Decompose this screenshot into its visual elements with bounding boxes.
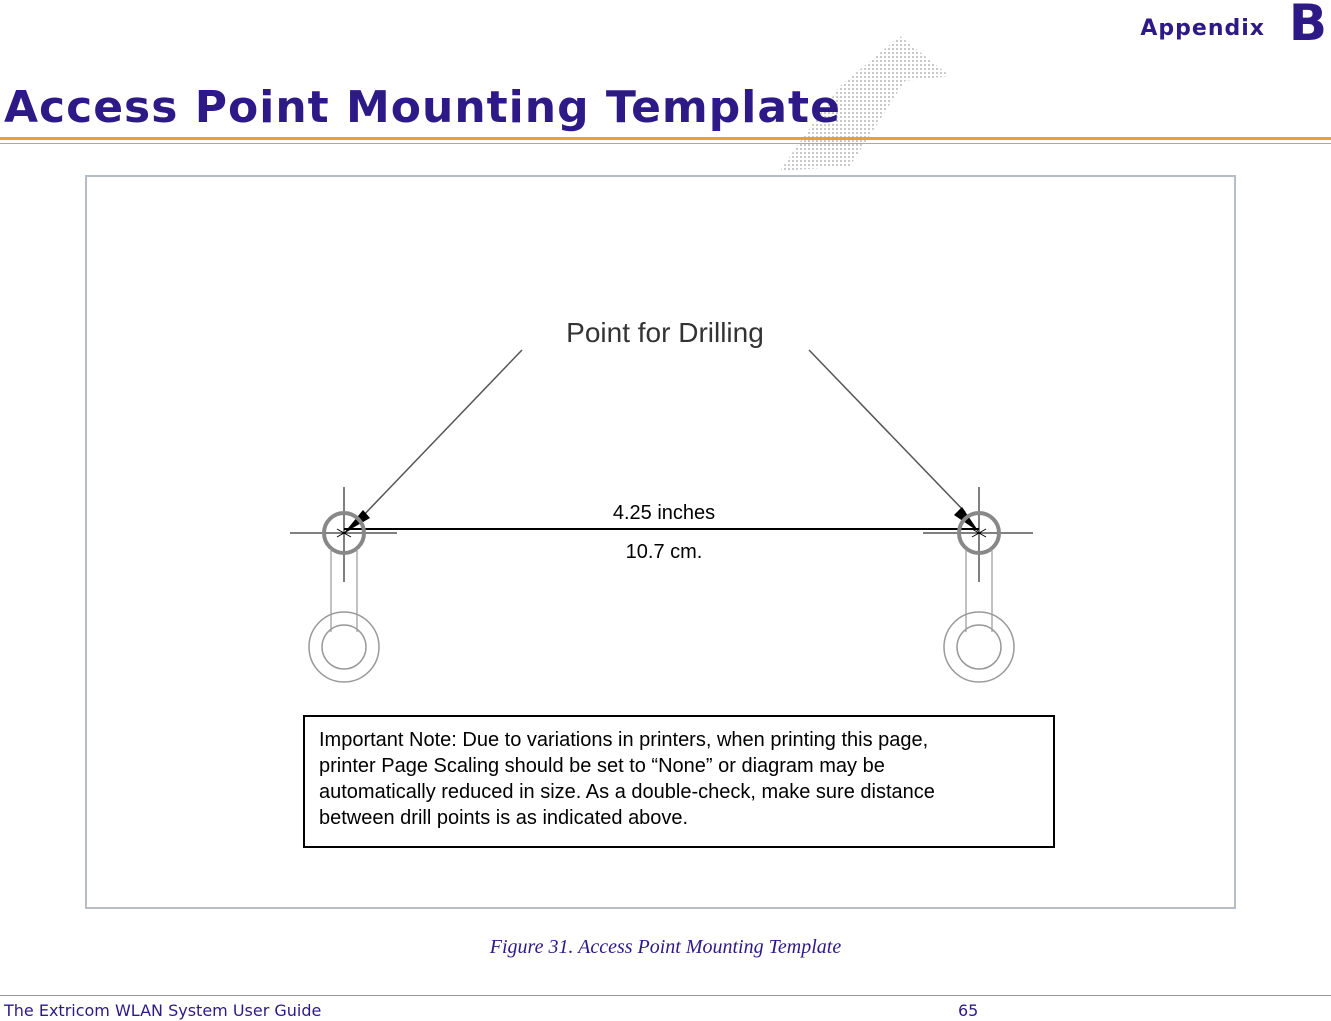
footer-guide-title: The Extricom WLAN System User Guide	[4, 1001, 322, 1020]
distance-inches: 4.25 inches	[612, 502, 716, 524]
note-line: automatically reduced in size. As a double-check, make sure distance	[319, 781, 935, 803]
appendix-letter: B	[1288, 0, 1327, 52]
leader-left	[359, 350, 522, 520]
figure-caption: Figure 31. Access Point Mounting Template	[489, 936, 842, 958]
important-note-box	[303, 715, 1055, 848]
page-number: 65	[958, 1001, 979, 1020]
keyhole-right	[923, 487, 1033, 682]
title-rule-thin	[0, 143, 1331, 144]
footer-rule	[0, 995, 1331, 996]
note-line: printer Page Scaling should be set to “None” or diagram may be	[319, 755, 885, 777]
page-title: Access Point Mounting Template	[4, 82, 841, 133]
title-rule	[0, 137, 1331, 140]
drill-label: Point for Drilling	[566, 317, 764, 348]
appendix-label: Appendix	[1140, 16, 1265, 41]
leader-right	[809, 350, 965, 512]
note-line: Important Note: Due to variations in printers, when printing this page,	[319, 729, 929, 751]
note-line: between drill points is as indicated above.	[319, 807, 689, 829]
distance-cm: 10.7 cm.	[625, 541, 703, 563]
figure-frame	[85, 175, 1236, 909]
keyhole-left	[290, 487, 397, 682]
